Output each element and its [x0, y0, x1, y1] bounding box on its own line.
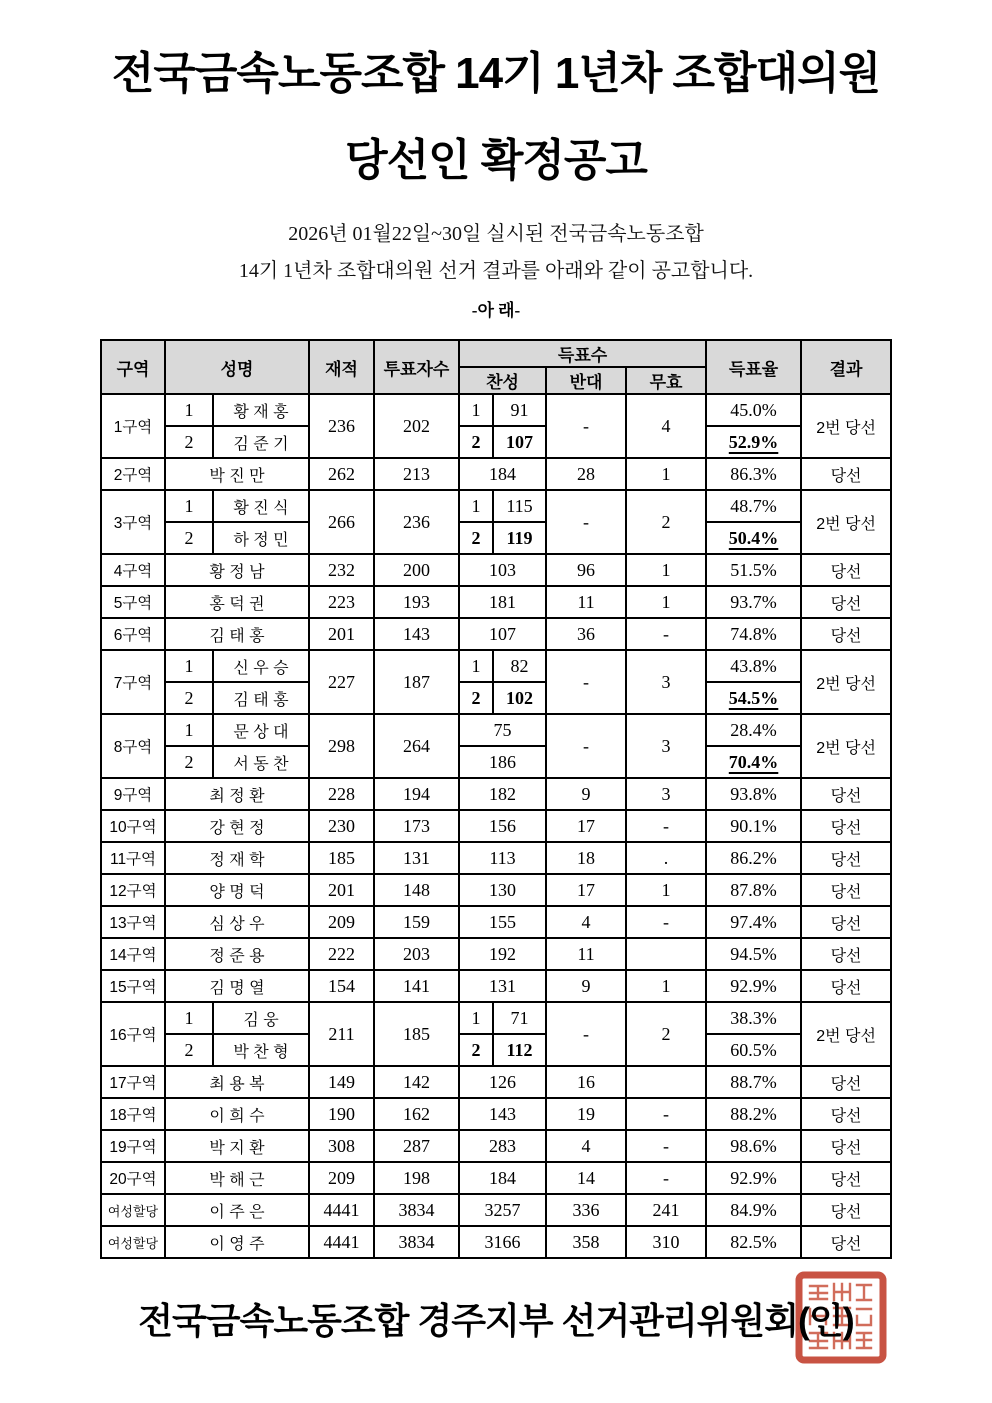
cell-rate: 94.5% [706, 938, 801, 970]
cell-candidate-name: 황 진 식 [213, 490, 309, 522]
cell-result: 2번 당선 [801, 490, 891, 554]
cell-invalid-votes: . [626, 842, 706, 874]
cell-district: 2구역 [101, 458, 165, 490]
cell-district: 19구역 [101, 1130, 165, 1162]
cell-no-votes: 9 [546, 778, 626, 810]
cell-voters: 287 [374, 1130, 459, 1162]
header-result: 결과 [801, 340, 891, 394]
cell-name: 김 명 열 [165, 970, 309, 1002]
cell-result: 당선 [801, 554, 891, 586]
cell-name: 양 명 덕 [165, 874, 309, 906]
cell-rate: 98.6% [706, 1130, 801, 1162]
cell-rate: 60.5% [706, 1034, 801, 1066]
header-district: 구역 [101, 340, 165, 394]
issuer-signature: 전국금속노동조합 경주지부 선거관리위원회(인) [138, 1300, 854, 1341]
cell-no-votes: 9 [546, 970, 626, 1002]
cell-invalid-votes: - [626, 1130, 706, 1162]
cell-voters: 142 [374, 1066, 459, 1098]
table-row [101, 714, 891, 746]
cell-no-votes: 17 [546, 874, 626, 906]
cell-candidate-num: 2 [165, 426, 213, 458]
header-votes-group: 득표수 [459, 340, 706, 367]
cell-result: 당선 [801, 1162, 891, 1194]
cell-voters: 141 [374, 970, 459, 1002]
cell-candidate-name: 김 준 기 [213, 426, 309, 458]
cell-rate: 74.8% [706, 618, 801, 650]
cell-yes-votes: 3166 [459, 1226, 546, 1258]
cell-rate: 88.2% [706, 1098, 801, 1130]
cell-no-votes: 16 [546, 1066, 626, 1098]
cell-invalid-votes [626, 938, 706, 970]
cell-yes-num: 1 [459, 1002, 493, 1034]
table-row [101, 746, 891, 778]
cell-result: 당선 [801, 906, 891, 938]
cell-invalid-votes: 310 [626, 1226, 706, 1258]
cell-district: 5구역 [101, 586, 165, 618]
cell-rate: 70.4% [706, 746, 801, 778]
cell-enrolled: 227 [309, 650, 374, 714]
cell-rate: 87.8% [706, 874, 801, 906]
cell-yes-num: 2 [459, 426, 493, 458]
cell-voters: 159 [374, 906, 459, 938]
table-row [101, 1194, 891, 1226]
page-title [0, 30, 992, 204]
cell-voters: 3834 [374, 1226, 459, 1258]
cell-enrolled: 232 [309, 554, 374, 586]
cell-yes-votes: 3257 [459, 1194, 546, 1226]
table-row [101, 970, 891, 1002]
cell-invalid-votes: - [626, 1098, 706, 1130]
cell-result: 당선 [801, 970, 891, 1002]
cell-rate: 90.1% [706, 810, 801, 842]
cell-invalid-votes: 3 [626, 714, 706, 778]
cell-voters: 198 [374, 1162, 459, 1194]
cell-voters: 162 [374, 1098, 459, 1130]
cell-yes-votes: 107 [493, 426, 546, 458]
cell-enrolled: 262 [309, 458, 374, 490]
cell-yes-num: 2 [459, 682, 493, 714]
cell-district: 7구역 [101, 650, 165, 714]
cell-voters: 185 [374, 1002, 459, 1066]
table-row [101, 1098, 891, 1130]
cell-enrolled: 201 [309, 874, 374, 906]
cell-enrolled: 185 [309, 842, 374, 874]
cell-rate: 84.9% [706, 1194, 801, 1226]
table-row [101, 1130, 891, 1162]
cell-rate: 93.8% [706, 778, 801, 810]
cell-rate: 92.9% [706, 970, 801, 1002]
table-row [101, 1034, 891, 1066]
cell-yes-votes: 184 [459, 458, 546, 490]
cell-district: 4구역 [101, 554, 165, 586]
cell-yes-votes: 182 [459, 778, 546, 810]
cell-voters: 203 [374, 938, 459, 970]
cell-enrolled: 190 [309, 1098, 374, 1130]
cell-candidate-name: 김 태 홍 [213, 682, 309, 714]
cell-candidate-name: 서 동 찬 [213, 746, 309, 778]
cell-candidate-name: 박 찬 형 [213, 1034, 309, 1066]
cell-yes-num: 1 [459, 650, 493, 682]
footer [0, 1281, 992, 1391]
cell-enrolled: 298 [309, 714, 374, 778]
cell-yes-votes: 113 [459, 842, 546, 874]
table-row [101, 874, 891, 906]
table-row [101, 1162, 891, 1194]
cell-yes-votes: 186 [459, 746, 546, 778]
cell-name: 강 현 정 [165, 810, 309, 842]
cell-no-votes: 28 [546, 458, 626, 490]
cell-yes-votes: 71 [493, 1002, 546, 1034]
cell-candidate-name: 하 정 민 [213, 522, 309, 554]
cell-voters: 173 [374, 810, 459, 842]
cell-result: 당선 [801, 1098, 891, 1130]
cell-yes-votes: 155 [459, 906, 546, 938]
cell-no-votes: 4 [546, 1130, 626, 1162]
table-row [101, 842, 891, 874]
cell-result: 2번 당선 [801, 394, 891, 458]
cell-invalid-votes: - [626, 1162, 706, 1194]
cell-district: 14구역 [101, 938, 165, 970]
table-row [101, 938, 891, 970]
cell-voters: 3834 [374, 1194, 459, 1226]
cell-voters: 200 [374, 554, 459, 586]
cell-enrolled: 223 [309, 586, 374, 618]
cell-result: 당선 [801, 874, 891, 906]
cell-voters: 148 [374, 874, 459, 906]
cell-voters: 194 [374, 778, 459, 810]
cell-yes-num: 1 [459, 490, 493, 522]
cell-rate: 52.9% [706, 426, 801, 458]
cell-yes-votes: 102 [493, 682, 546, 714]
cell-result: 2번 당선 [801, 650, 891, 714]
cell-enrolled: 209 [309, 1162, 374, 1194]
announcement-line1: 2026년 01월22일~30일 실시된 전국금속노동조합 [288, 223, 704, 245]
cell-rate: 28.4% [706, 714, 801, 746]
cell-enrolled: 4441 [309, 1226, 374, 1258]
cell-no-votes: 18 [546, 842, 626, 874]
cell-enrolled: 236 [309, 394, 374, 458]
cell-rate: 82.5% [706, 1226, 801, 1258]
cell-district: 9구역 [101, 778, 165, 810]
cell-candidate-num: 1 [165, 490, 213, 522]
cell-district: 18구역 [101, 1098, 165, 1130]
cell-name: 정 준 용 [165, 938, 309, 970]
cell-yes-num: 1 [459, 394, 493, 426]
table-row [101, 426, 891, 458]
cell-district: 10구역 [101, 810, 165, 842]
cell-result: 당선 [801, 1194, 891, 1226]
cell-enrolled: 209 [309, 906, 374, 938]
cell-no-votes: - [546, 650, 626, 714]
table-row [101, 394, 891, 426]
announcement-line2: 14기 1년차 조합대의원 선거 결과를 아래와 같이 공고합니다. [238, 260, 754, 282]
cell-invalid-votes: - [626, 618, 706, 650]
header-enrolled: 재적 [309, 340, 374, 394]
cell-yes-votes: 82 [493, 650, 546, 682]
cell-district: 1구역 [101, 394, 165, 458]
cell-invalid-votes: 3 [626, 650, 706, 714]
cell-candidate-num: 1 [165, 650, 213, 682]
cell-district: 16구역 [101, 1002, 165, 1066]
cell-no-votes: 4 [546, 906, 626, 938]
cell-invalid-votes: 1 [626, 554, 706, 586]
cell-invalid-votes: 2 [626, 1002, 706, 1066]
cell-yes-votes: 131 [459, 970, 546, 1002]
cell-invalid-votes: 4 [626, 394, 706, 458]
cell-result: 당선 [801, 810, 891, 842]
cell-enrolled: 4441 [309, 1194, 374, 1226]
cell-yes-votes: 107 [459, 618, 546, 650]
cell-candidate-num: 2 [165, 746, 213, 778]
cell-no-votes: 336 [546, 1194, 626, 1226]
table-row [101, 682, 891, 714]
cell-enrolled: 228 [309, 778, 374, 810]
cell-district: 17구역 [101, 1066, 165, 1098]
cell-candidate-name: 신 우 승 [213, 650, 309, 682]
cell-yes-votes: 103 [459, 554, 546, 586]
cell-candidate-name: 황 재 홍 [213, 394, 309, 426]
cell-name: 김 태 홍 [165, 618, 309, 650]
cell-enrolled: 149 [309, 1066, 374, 1098]
cell-district: 20구역 [101, 1162, 165, 1194]
cell-no-votes: 11 [546, 586, 626, 618]
cell-rate: 51.5% [706, 554, 801, 586]
cell-yes-votes: 192 [459, 938, 546, 970]
cell-yes-votes: 283 [459, 1130, 546, 1162]
cell-voters: 236 [374, 490, 459, 554]
cell-voters: 193 [374, 586, 459, 618]
cell-no-votes: 11 [546, 938, 626, 970]
cell-candidate-name: 김 웅 [213, 1002, 309, 1034]
cell-yes-votes: 181 [459, 586, 546, 618]
cell-yes-votes: 112 [493, 1034, 546, 1066]
cell-result: 당선 [801, 1226, 891, 1258]
cell-invalid-votes: 1 [626, 874, 706, 906]
cell-name: 박 진 만 [165, 458, 309, 490]
cell-yes-num: 2 [459, 1034, 493, 1066]
cell-invalid-votes: 1 [626, 970, 706, 1002]
cell-no-votes: - [546, 714, 626, 778]
cell-result: 2번 당선 [801, 1002, 891, 1066]
cell-rate: 86.3% [706, 458, 801, 490]
header-rate: 득표율 [706, 340, 801, 394]
cell-invalid-votes [626, 1066, 706, 1098]
cell-candidate-num: 2 [165, 1034, 213, 1066]
cell-rate: 88.7% [706, 1066, 801, 1098]
cell-name: 정 재 학 [165, 842, 309, 874]
table-row [101, 490, 891, 522]
cell-yes-votes: 130 [459, 874, 546, 906]
cell-district: 12구역 [101, 874, 165, 906]
cell-result: 당선 [801, 1066, 891, 1098]
table-row [101, 618, 891, 650]
header-no: 반대 [546, 367, 626, 394]
results-table [100, 339, 892, 1259]
cell-name: 최 용 복 [165, 1066, 309, 1098]
cell-result: 당선 [801, 618, 891, 650]
cell-candidate-num: 1 [165, 394, 213, 426]
cell-voters: 264 [374, 714, 459, 778]
cell-result: 당선 [801, 842, 891, 874]
below-label: -아 래- [471, 301, 521, 320]
cell-enrolled: 308 [309, 1130, 374, 1162]
table-row [101, 1226, 891, 1258]
table-row [101, 458, 891, 490]
cell-yes-votes: 156 [459, 810, 546, 842]
cell-voters: 187 [374, 650, 459, 714]
cell-name: 이 영 주 [165, 1226, 309, 1258]
cell-voters: 202 [374, 394, 459, 458]
cell-name: 최 정 환 [165, 778, 309, 810]
cell-name: 홍 덕 권 [165, 586, 309, 618]
cell-rate: 97.4% [706, 906, 801, 938]
table-row [101, 810, 891, 842]
cell-name: 박 지 환 [165, 1130, 309, 1162]
cell-result: 당선 [801, 1130, 891, 1162]
cell-yes-num: 2 [459, 522, 493, 554]
table-row [101, 554, 891, 586]
header-voters: 투표자수 [374, 340, 459, 394]
cell-rate: 50.4% [706, 522, 801, 554]
cell-yes-votes: 119 [493, 522, 546, 554]
cell-enrolled: 201 [309, 618, 374, 650]
cell-voters: 143 [374, 618, 459, 650]
cell-yes-votes: 184 [459, 1162, 546, 1194]
cell-no-votes: 14 [546, 1162, 626, 1194]
cell-district: 여성할당 [101, 1194, 165, 1226]
cell-result: 당선 [801, 586, 891, 618]
cell-invalid-votes: 241 [626, 1194, 706, 1226]
cell-name: 심 상 우 [165, 906, 309, 938]
cell-district: 6구역 [101, 618, 165, 650]
cell-no-votes: 358 [546, 1226, 626, 1258]
cell-candidate-num: 2 [165, 682, 213, 714]
cell-result: 당선 [801, 938, 891, 970]
cell-name: 이 주 은 [165, 1194, 309, 1226]
cell-district: 여성할당 [101, 1226, 165, 1258]
cell-no-votes: 17 [546, 810, 626, 842]
cell-no-votes: - [546, 1002, 626, 1066]
cell-name: 이 희 수 [165, 1098, 309, 1130]
table-row [101, 522, 891, 554]
cell-district: 3구역 [101, 490, 165, 554]
cell-enrolled: 154 [309, 970, 374, 1002]
cell-rate: 48.7% [706, 490, 801, 522]
cell-invalid-votes: - [626, 906, 706, 938]
cell-no-votes: - [546, 490, 626, 554]
cell-rate: 93.7% [706, 586, 801, 618]
cell-district: 15구역 [101, 970, 165, 1002]
page-title-line2: 당선인 확정공고 [345, 136, 647, 185]
page-title-line1: 전국금속노동조합 14기 1년차 조합대의원 [111, 49, 881, 98]
cell-no-votes: - [546, 394, 626, 458]
header-invalid: 무효 [626, 367, 706, 394]
cell-enrolled: 266 [309, 490, 374, 554]
cell-yes-votes: 126 [459, 1066, 546, 1098]
results-table-body [101, 394, 891, 1258]
cell-candidate-name: 문 상 대 [213, 714, 309, 746]
cell-rate: 43.8% [706, 650, 801, 682]
cell-rate: 45.0% [706, 394, 801, 426]
header-yes: 찬성 [459, 367, 546, 394]
cell-no-votes: 19 [546, 1098, 626, 1130]
cell-no-votes: 36 [546, 618, 626, 650]
cell-rate: 38.3% [706, 1002, 801, 1034]
cell-district: 11구역 [101, 842, 165, 874]
cell-invalid-votes: 1 [626, 586, 706, 618]
cell-yes-votes: 91 [493, 394, 546, 426]
cell-yes-votes: 143 [459, 1098, 546, 1130]
cell-yes-votes: 115 [493, 490, 546, 522]
table-row [101, 906, 891, 938]
cell-voters: 213 [374, 458, 459, 490]
cell-enrolled: 222 [309, 938, 374, 970]
cell-enrolled: 211 [309, 1002, 374, 1066]
cell-name: 박 해 근 [165, 1162, 309, 1194]
cell-no-votes: 96 [546, 554, 626, 586]
cell-rate: 92.9% [706, 1162, 801, 1194]
table-row [101, 1066, 891, 1098]
cell-enrolled: 230 [309, 810, 374, 842]
cell-district: 13구역 [101, 906, 165, 938]
cell-result: 2번 당선 [801, 714, 891, 778]
announcement-text [0, 216, 992, 290]
cell-district: 8구역 [101, 714, 165, 778]
cell-candidate-num: 1 [165, 1002, 213, 1034]
cell-result: 당선 [801, 458, 891, 490]
table-row [101, 778, 891, 810]
table-row [101, 586, 891, 618]
cell-result: 당선 [801, 778, 891, 810]
table-row [101, 650, 891, 682]
cell-candidate-num: 1 [165, 714, 213, 746]
cell-rate: 86.2% [706, 842, 801, 874]
cell-invalid-votes: 2 [626, 490, 706, 554]
cell-invalid-votes: 3 [626, 778, 706, 810]
header-name: 성명 [165, 340, 309, 394]
cell-invalid-votes: - [626, 810, 706, 842]
table-header-row [101, 340, 891, 367]
cell-invalid-votes: 1 [626, 458, 706, 490]
cell-rate: 54.5% [706, 682, 801, 714]
cell-name: 황 정 남 [165, 554, 309, 586]
cell-voters: 131 [374, 842, 459, 874]
cell-candidate-num: 2 [165, 522, 213, 554]
table-row [101, 1002, 891, 1034]
cell-yes-votes: 75 [459, 714, 546, 746]
